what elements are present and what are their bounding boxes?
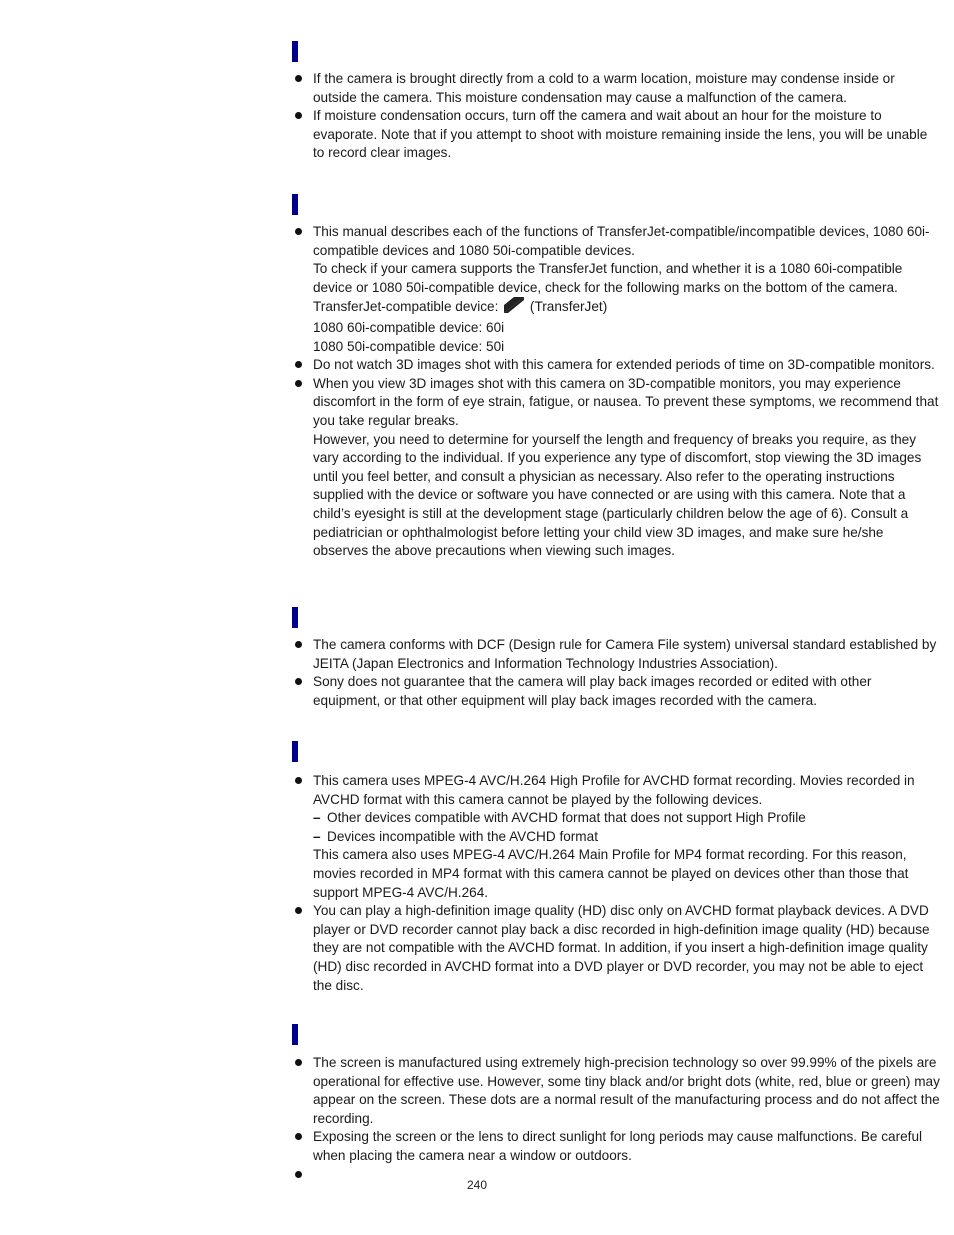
item-text: 1080 50i-compatible device: 50i <box>313 338 505 354</box>
section-marker <box>292 194 298 215</box>
list-item <box>292 375 942 561</box>
list-item <box>292 356 942 375</box>
item-text: To check if your camera supports the TransferJet function, and whether it is a 1080 60i-compatible device or 1080 50i-compatible device, check for the following marks on the bottom of the camera. <box>313 261 903 295</box>
item-text: Do not watch 3D images shot with this camera for extended periods of time on 3D-compatible monitors. <box>313 357 935 373</box>
transferjet-line <box>313 297 942 319</box>
dash-item <box>313 828 942 847</box>
bullet-icon <box>295 641 302 648</box>
item-text: This manual describes each of the functions of TransferJet-compatible/incompatible devices, 1080 60i-compatible devices and 1080 50i-compatible devices. <box>313 224 930 258</box>
dash-icon: – <box>313 828 321 844</box>
bullet-list <box>292 636 942 710</box>
section-marker <box>292 1024 298 1045</box>
bullet-icon <box>295 907 302 914</box>
list-item <box>292 902 942 995</box>
bullet-icon <box>295 228 302 235</box>
transferjet-suffix: (TransferJet) <box>529 299 608 315</box>
dash-icon: – <box>313 810 321 826</box>
item-text: This camera also uses MPEG-4 AVC/H.264 Main Profile for MP4 format recording. For this reason, movies recorded in MP4 format with this camera cannot be played on devices other than those that support MPEG-4 AVC/H.264. <box>313 847 909 900</box>
bullet-icon <box>295 1171 302 1178</box>
bullet-icon <box>295 1059 302 1066</box>
section-marker <box>292 741 298 762</box>
transferjet-mark-icon <box>504 297 524 319</box>
dash-item <box>313 809 942 828</box>
list-item <box>292 636 942 673</box>
page-number: 240 <box>466 1178 488 1192</box>
dash-item-text: Devices incompatible with the AVCHD format <box>327 828 598 844</box>
item-text: Sony does not guarantee that the camera will play back images recorded or edited with other equipment, or that other equipment will play back images recorded with the camera. <box>313 674 872 708</box>
list-item <box>292 673 942 710</box>
bullet-list <box>292 223 942 561</box>
item-text: 1080 60i-compatible device: 60i <box>313 319 505 335</box>
bullet-icon <box>295 75 302 82</box>
item-text: If the camera is brought directly from a cold to a warm location, moisture may condense inside or outside the camera. This moisture condensation may cause a malfunction of the camera. <box>313 71 895 105</box>
bullet-icon <box>295 361 302 368</box>
list-item <box>292 223 942 356</box>
bullet-list <box>292 70 942 163</box>
section-marker <box>292 41 298 62</box>
item-text: When you view 3D images shot with this camera on 3D-compatible monitors, you may experience discomfort in the form of eye strain, fatigue, or nausea. To prevent these symptoms, we recommend that you take regular breaks. <box>313 375 939 428</box>
item-text: You can play a high-definition image quality (HD) disc only on AVCHD format playback devices. A DVD player or DVD recorder cannot play back a disc recorded in high-definition image quality (HD) because they are not compatible with the AVCHD format. In addition, if you insert a high-definition image quality (HD) disc recorded in AVCHD format into a DVD player or DVD recorder, you may not be able to eject the disc. <box>313 903 930 993</box>
transferjet-prefix: TransferJet-compatible device: <box>313 299 499 315</box>
item-text: The screen is manufactured using extremely high-precision technology so over 99.99% of the pixels are operational for effective use. However, some tiny black and/or bright dots (white, red, blue or green) may appear on the screen. These dots are a normal result of the manufacturing process and do not affect the recording. <box>313 1055 940 1126</box>
list-item <box>292 107 942 163</box>
bullet-icon <box>295 1133 302 1140</box>
bullet-icon <box>295 678 302 685</box>
bullet-list <box>292 1054 942 1184</box>
list-item <box>292 772 942 902</box>
item-text: Exposing the screen or the lens to direct sunlight for long periods may cause malfunctions. Be careful when placing the camera near a window or outdoors. <box>313 1129 923 1163</box>
bullet-list <box>292 772 942 995</box>
bullet-icon <box>295 380 302 387</box>
item-text: This camera uses MPEG-4 AVC/H.264 High Profile for AVCHD format recording. Movies recorded in AVCHD format with this camera cannot be played by the following devices. <box>313 773 915 807</box>
list-item <box>292 1128 942 1165</box>
bullet-icon <box>295 777 302 784</box>
item-text: The camera conforms with DCF (Design rule for Camera File system) universal standard established by JEITA (Japan Electronics and Information Technology Industries Association). <box>313 637 937 671</box>
item-text: However, you need to determine for yourself the length and frequency of breaks you require, as they vary according to the individual. If you experience any type of discomfort, stop viewing the 3D images until you feel better, and consult a physician as necessary. Also refer to the operating instructions supplied with the device or software you have connected or are using with this camera. Note that a child’s eyesight is still at the development stage (particularly children below the age of 6). Consult a pediatrician or ophthalmologist before letting your child view 3D images, and make sure he/she observes the above precautions when viewing such images. <box>313 431 922 559</box>
list-item <box>292 70 942 107</box>
section-marker <box>292 607 298 628</box>
list-item <box>292 1054 942 1128</box>
bullet-icon <box>295 112 302 119</box>
dash-item-text: Other devices compatible with AVCHD format that does not support High Profile <box>327 810 806 826</box>
item-text: If moisture condensation occurs, turn off the camera and wait about an hour for the moisture to evaporate. Note that if you attempt to shoot with moisture remaining inside the lens, you will be unable to record clear images. <box>313 108 928 161</box>
